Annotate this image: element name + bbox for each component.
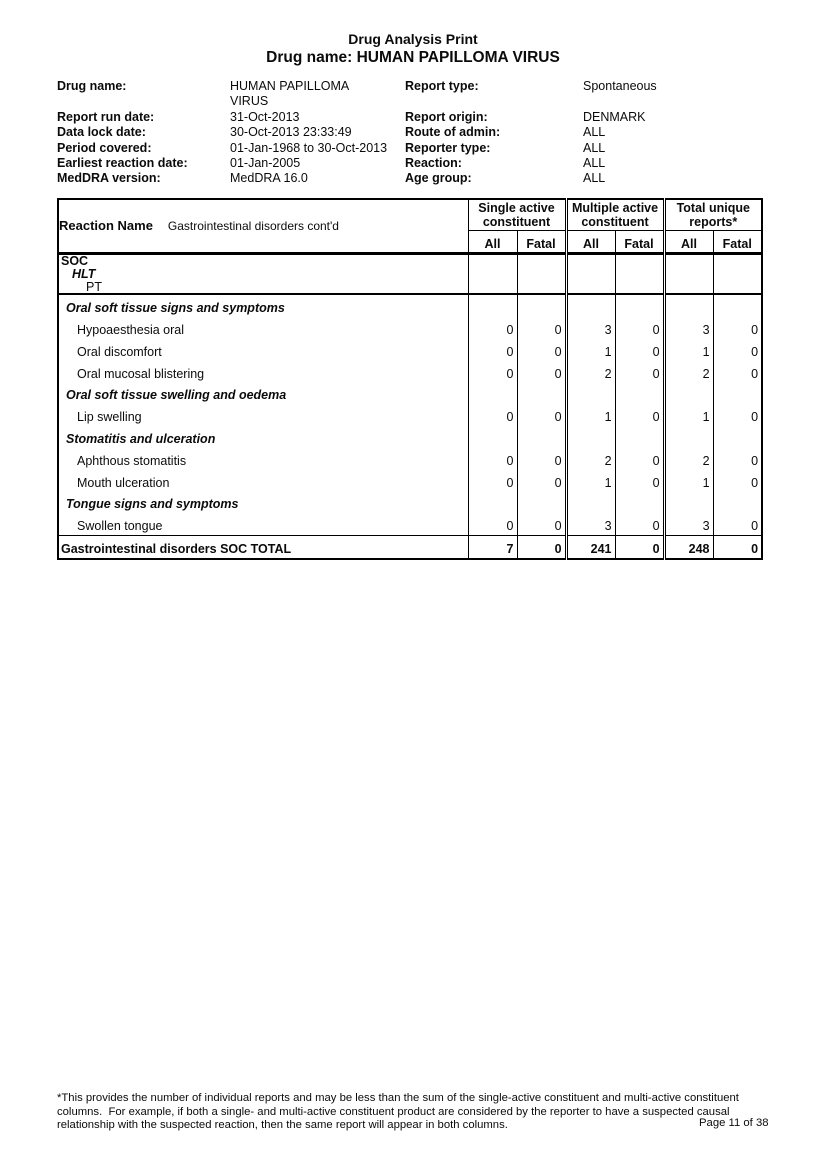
value-cell: 1: [566, 470, 615, 492]
meta-right-value: ALL: [583, 171, 606, 186]
value-cell: 7: [468, 536, 517, 559]
reaction-name-cell: Oral soft tissue signs and symptoms: [66, 301, 285, 316]
hierarchy-legend: [58, 254, 762, 295]
value-cell: 1: [664, 470, 713, 492]
value-cell: [615, 426, 664, 448]
table-row: [58, 361, 762, 383]
meta-left-value: HUMAN PAPILLOMA VIRUS: [230, 79, 349, 109]
footnote-text: *This provides the number of individual reports and may be less than the sum of the single-active constituent and multi-active constituent columns. For example, if both a single- and multi-active constituent product are considered by the reporter to have a suspected causal relationship with the suspected reaction, then the same report will appear in both columns.: [57, 1092, 743, 1132]
metadata-row: [57, 110, 771, 125]
value-cell: [468, 492, 517, 514]
value-cell: 0: [713, 448, 762, 470]
value-cell: 0: [713, 339, 762, 361]
value-cell: 1: [664, 339, 713, 361]
table-row: [58, 294, 762, 317]
value-cell: [517, 294, 566, 317]
col-header-fatal: Fatal: [517, 231, 566, 254]
table-body: [58, 294, 762, 559]
meta-left-value: 01-Jan-1968 to 30-Oct-2013: [230, 140, 388, 155]
col-header-all: All: [468, 231, 517, 254]
value-cell: 2: [566, 361, 615, 383]
empty-cell: [468, 254, 517, 295]
empty-cell: [664, 254, 713, 295]
table-header: [58, 199, 762, 254]
value-cell: [468, 383, 517, 405]
meta-left-value: 01-Jan-2005: [230, 156, 301, 171]
reaction-name-cell: Oral mucosal blistering: [77, 366, 205, 381]
value-cell: [713, 492, 762, 514]
col-header-all: All: [566, 231, 615, 254]
empty-cell: [713, 254, 762, 295]
value-cell: [517, 426, 566, 448]
reaction-name-cell: Swollen tongue: [77, 519, 163, 534]
value-cell: [517, 492, 566, 514]
reaction-name-cell: Oral soft tissue swelling and oedema: [66, 388, 287, 403]
meta-right-value: ALL: [583, 140, 606, 155]
value-cell: 0: [468, 317, 517, 339]
meta-right-label: Report type:: [405, 79, 479, 93]
meta-right-label: Age group:: [405, 171, 472, 186]
meta-left-value: 30-Oct-2013 23:33:49: [230, 125, 352, 140]
empty-cell: [615, 254, 664, 295]
table-row: [58, 448, 762, 470]
reaction-name-header: [58, 199, 468, 254]
value-cell: 0: [468, 513, 517, 535]
value-cell: 0: [615, 470, 664, 492]
value-cell: 0: [615, 536, 664, 559]
value-cell: [566, 492, 615, 514]
soc-continuation-label: Gastrointestinal disorders cont'd: [167, 219, 339, 233]
meta-right-value: ALL: [583, 156, 606, 171]
value-cell: 0: [615, 317, 664, 339]
metadata-row: [57, 141, 771, 156]
value-cell: 241: [566, 536, 615, 559]
col-header-all: All: [664, 231, 713, 254]
value-cell: 0: [517, 513, 566, 535]
table-row: [58, 513, 762, 535]
value-cell: 0: [517, 361, 566, 383]
table-row: [58, 492, 762, 514]
value-cell: 0: [713, 361, 762, 383]
reaction-table: [57, 198, 763, 560]
reaction-name-cell: Stomatitis and ulceration: [66, 431, 216, 446]
page-number: Page 11 of 38: [699, 1117, 769, 1129]
value-cell: [615, 294, 664, 317]
legend-soc: SOC: [61, 254, 89, 268]
meta-left-label: Data lock date:: [57, 125, 146, 140]
value-cell: [468, 294, 517, 317]
value-cell: 0: [468, 339, 517, 361]
value-cell: 0: [713, 536, 762, 559]
empty-cell: [566, 254, 615, 295]
meta-left-label: Period covered:: [57, 140, 152, 155]
meta-left-label: Drug name:: [57, 79, 127, 93]
value-cell: 0: [517, 404, 566, 426]
meta-left-value: 31-Oct-2013: [230, 109, 300, 124]
title-block: [0, 31, 826, 67]
meta-right-label: Route of admin:: [405, 125, 501, 140]
meta-right-value: Spontaneous: [583, 79, 657, 93]
legend-labels: [58, 254, 468, 295]
meta-right-label: Report origin:: [405, 109, 488, 124]
report-title: Drug Analysis Print: [348, 31, 478, 47]
value-cell: 2: [664, 448, 713, 470]
value-cell: 3: [566, 317, 615, 339]
value-cell: [468, 426, 517, 448]
value-cell: 0: [713, 317, 762, 339]
metadata-row: [57, 125, 771, 140]
value-cell: [517, 383, 566, 405]
reaction-name-cell: Tongue signs and symptoms: [66, 497, 239, 512]
reaction-name-cell: Gastrointestinal disorders SOC TOTAL: [58, 536, 468, 559]
value-cell: 0: [468, 404, 517, 426]
value-cell: [713, 383, 762, 405]
meta-right-label: Reaction:: [405, 156, 462, 171]
value-cell: [664, 383, 713, 405]
value-cell: 0: [517, 448, 566, 470]
reaction-name-cell: Oral discomfort: [77, 344, 162, 359]
legend-hlt: HLT: [72, 266, 96, 281]
value-cell: [566, 294, 615, 317]
value-cell: [664, 492, 713, 514]
table-row: [58, 536, 762, 559]
meta-right-label: Reporter type:: [405, 140, 491, 155]
value-cell: 3: [664, 513, 713, 535]
value-cell: 1: [566, 404, 615, 426]
value-cell: 0: [468, 361, 517, 383]
col-group-total-unique: Total unique reports*: [664, 199, 762, 231]
metadata-row: [57, 156, 771, 171]
value-cell: 0: [615, 361, 664, 383]
value-cell: 1: [566, 339, 615, 361]
value-cell: 248: [664, 536, 713, 559]
value-cell: 2: [566, 448, 615, 470]
value-cell: 3: [664, 317, 713, 339]
value-cell: 0: [713, 404, 762, 426]
table-row: [58, 317, 762, 339]
meta-left-label: Earliest reaction date:: [57, 156, 188, 171]
value-cell: 0: [468, 448, 517, 470]
value-cell: [713, 426, 762, 448]
col-header-fatal: Fatal: [713, 231, 762, 254]
table-row: [58, 404, 762, 426]
table-row: [58, 383, 762, 405]
value-cell: 0: [615, 448, 664, 470]
value-cell: [566, 426, 615, 448]
value-cell: 1: [664, 404, 713, 426]
value-cell: [713, 294, 762, 317]
value-cell: 0: [713, 513, 762, 535]
value-cell: 0: [468, 470, 517, 492]
metadata-row: [57, 79, 771, 110]
legend-row: [58, 254, 762, 295]
value-cell: 0: [517, 339, 566, 361]
value-cell: [615, 492, 664, 514]
meta-left-label: Report run date:: [57, 109, 155, 124]
reaction-name-label: Reaction Name: [59, 218, 153, 233]
value-cell: 0: [517, 470, 566, 492]
col-group-multiple-active: Multiple active constituent: [566, 199, 664, 231]
value-cell: 0: [615, 404, 664, 426]
column-group-row: [58, 199, 762, 231]
meta-right-value: ALL: [583, 125, 606, 140]
empty-cell: [517, 254, 566, 295]
value-cell: [664, 294, 713, 317]
value-cell: 2: [664, 361, 713, 383]
value-cell: [615, 383, 664, 405]
reaction-name-cell: Lip swelling: [77, 410, 142, 425]
reaction-name-cell: Mouth ulceration: [77, 475, 170, 490]
meta-right-value: DENMARK: [583, 109, 646, 124]
table-row: [58, 470, 762, 492]
value-cell: 0: [615, 513, 664, 535]
value-cell: 0: [517, 536, 566, 559]
meta-left-label: MedDRA version:: [57, 171, 161, 186]
reaction-name-cell: Hypoaesthesia oral: [77, 322, 185, 337]
legend-pt: PT: [86, 279, 102, 294]
value-cell: 0: [713, 470, 762, 492]
meta-left-value: MedDRA 16.0: [230, 171, 308, 186]
col-header-fatal: Fatal: [615, 231, 664, 254]
metadata-row: [57, 171, 771, 186]
reaction-name-cell: Aphthous stomatitis: [77, 453, 187, 468]
table-row: [58, 426, 762, 448]
value-cell: 0: [517, 317, 566, 339]
value-cell: 3: [566, 513, 615, 535]
metadata: [57, 79, 771, 187]
drug-name-title: Drug name: HUMAN PAPILLOMA VIRUS: [266, 49, 560, 66]
value-cell: [566, 383, 615, 405]
table-row: [58, 339, 762, 361]
col-group-single-active: Single active constituent: [468, 199, 566, 231]
value-cell: [664, 426, 713, 448]
value-cell: 0: [615, 339, 664, 361]
